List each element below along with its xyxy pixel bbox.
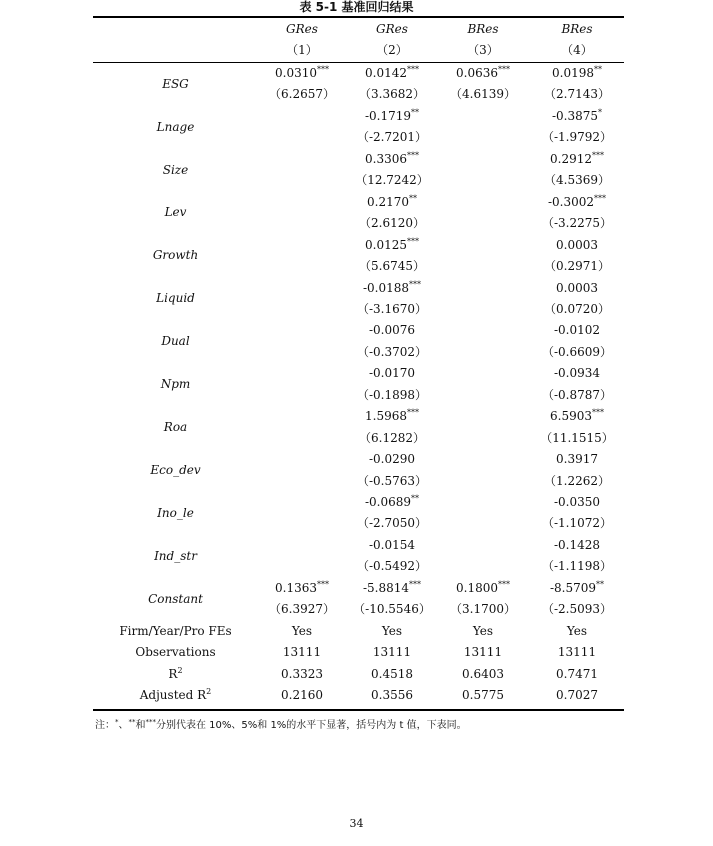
coefficient-cell [438, 578, 528, 599]
footer-row-value: 0.5775 [462, 688, 504, 703]
t-statistic-cell: （-0.5763） [356, 473, 428, 488]
coefficient-cell [347, 535, 437, 556]
coefficient-cell [347, 106, 437, 127]
t-statistic-cell: （0.2971） [544, 259, 610, 274]
coefficient-value: 0.1363 [275, 580, 317, 595]
column-header-number: （1） [286, 43, 318, 57]
coefficient-cell [347, 363, 437, 384]
footer-row-value: Yes [381, 623, 403, 638]
t-statistic-cell: （2.7143） [544, 87, 610, 102]
t-statistic-cell: （12.7242） [355, 173, 429, 188]
coefficient-value: -0.0154 [368, 537, 416, 552]
significance-stars: *** [594, 193, 607, 203]
footer-row-label [93, 642, 258, 663]
page-number: 34 [349, 817, 364, 830]
coefficient-value: -0.3002 [547, 194, 595, 209]
coefficient-cell [532, 278, 622, 299]
t-statistic-cell: （11.1515） [540, 430, 614, 445]
footer-row-label-text: Observations [135, 645, 216, 660]
variable-label: Ino_le [157, 505, 194, 520]
t-statistic-cell: （-1.1072） [541, 516, 613, 531]
footer-row-label-text: Firm/Year/Pro FEs [119, 623, 232, 638]
footer-row-value: Yes [291, 623, 313, 638]
coefficient-cell [532, 449, 622, 470]
coefficient-cell [532, 235, 622, 256]
coefficient-cell [532, 63, 622, 84]
column-header-number: （4） [561, 43, 593, 57]
t-statistic-cell: （3.1700） [450, 602, 516, 617]
variable-label: Roa [163, 419, 188, 434]
coefficient-cell [532, 535, 622, 556]
variable-label: Eco_dev [150, 462, 201, 477]
footer-row-value: Yes [472, 623, 494, 638]
footer-row-value: 13111 [372, 645, 412, 660]
footer-row-value: Yes [566, 623, 588, 638]
t-statistic-cell: （6.1282） [359, 430, 425, 445]
note-separator-one: 、 [118, 720, 129, 731]
footer-row-label [93, 664, 258, 685]
coefficient-value: 0.3917 [556, 452, 598, 467]
coefficient-cell [347, 235, 437, 256]
footer-row-value: 0.3323 [281, 666, 323, 681]
coefficient-value: 0.3306 [365, 151, 407, 166]
significance-stars: *** [498, 65, 510, 74]
t-statistic-cell: （6.3927） [269, 602, 335, 617]
coefficient-cell [532, 578, 622, 599]
significance-stars: *** [409, 579, 422, 589]
coefficient-value: -0.0076 [368, 323, 416, 338]
column-header-number: （3） [467, 43, 499, 57]
t-statistic-cell: （-2.7050） [356, 516, 428, 531]
variable-label: Growth [152, 248, 199, 263]
column-header-name: GRes [286, 22, 318, 36]
coefficient-value: -0.1428 [553, 537, 601, 552]
footer-row-label-superscript: 2 [177, 665, 183, 675]
coefficient-cell [347, 192, 437, 213]
t-statistic-cell: （-0.6609） [541, 344, 613, 359]
coefficient-cell [347, 320, 437, 341]
coefficient-value: -5.8814 [362, 580, 410, 595]
t-statistic-cell: （-0.5492） [356, 559, 428, 574]
significance-stars: *** [407, 408, 419, 418]
t-statistic-cell: （-1.9792） [541, 130, 613, 145]
footer-row-label-text: Adjusted R [139, 688, 207, 703]
t-statistic-cell: （-0.8787） [541, 387, 613, 402]
coefficient-value: 6.5903 [550, 409, 592, 424]
coefficient-cell [532, 192, 622, 213]
coefficient-cell [257, 63, 347, 84]
significance-stars: ** [596, 579, 605, 589]
variable-label: Dual [161, 334, 190, 349]
coefficient-value: -8.5709 [549, 580, 597, 595]
significance-stars: ** [409, 193, 417, 203]
coefficient-value: 1.5968 [365, 409, 407, 424]
variable-label: Ind_str [154, 548, 197, 563]
coefficient-cell [532, 320, 622, 341]
note-mark-three: *** [145, 718, 156, 726]
coefficient-value: 0.1800 [456, 580, 498, 595]
variable-label: Lnage [156, 119, 195, 134]
t-statistic-cell: （-3.1670） [356, 301, 428, 316]
t-statistic-cell: （-0.1898） [356, 387, 428, 402]
significance-stars: *** [317, 65, 329, 74]
coefficient-value: -0.0290 [368, 452, 416, 467]
coefficient-cell [347, 149, 437, 170]
coefficient-value: 0.2170 [367, 194, 409, 209]
coefficient-cell [347, 63, 437, 84]
note-mark-one: * [115, 718, 119, 726]
significance-stars: *** [407, 150, 419, 160]
coefficient-cell [347, 449, 437, 470]
t-statistic-cell: （-3.2275） [541, 216, 613, 231]
footer-row-value: 0.7471 [556, 666, 598, 681]
significance-stars: *** [409, 279, 422, 289]
coefficient-value: 0.0003 [556, 237, 598, 252]
coefficient-value: 0.0310 [275, 66, 317, 80]
coefficient-value: 0.2912 [550, 151, 592, 166]
footer-row-value: 0.2160 [281, 688, 323, 703]
footer-row-value: 13111 [557, 645, 597, 660]
t-statistic-cell: （4.5369） [544, 173, 610, 188]
coefficient-cell [532, 149, 622, 170]
significance-stars: *** [592, 408, 604, 418]
t-statistic-cell: （-2.7201） [356, 130, 428, 145]
footer-row-label-text: R [168, 666, 178, 681]
coefficient-value: -0.0689 [364, 495, 412, 509]
t-statistic-cell: （-1.1198） [541, 559, 613, 574]
coefficient-value: -0.0102 [553, 323, 601, 338]
variable-label: Constant [148, 591, 203, 606]
t-statistic-cell: （-0.3702） [356, 344, 428, 359]
coefficient-cell [347, 406, 437, 427]
coefficient-cell [532, 492, 622, 513]
table-note [95, 719, 467, 733]
coefficient-value: 0.0198 [552, 66, 594, 80]
coefficient-value: -0.0170 [368, 366, 416, 381]
t-statistic-cell: （3.3682） [359, 87, 425, 102]
footer-row-label-superscript: 2 [206, 687, 212, 697]
coefficient-cell [347, 578, 437, 599]
coefficient-value: 0.0636 [456, 66, 498, 80]
variable-label: Liquid [156, 291, 195, 306]
significance-stars: *** [592, 150, 604, 160]
coefficient-cell [532, 406, 622, 427]
coefficient-value: 0.0125 [365, 237, 407, 252]
coefficient-value: -0.0188 [362, 280, 410, 295]
note-text: 分别代表在 10%、5%和 1%的水平下显著，括号内为 t 值，下表同。 [156, 720, 467, 731]
t-statistic-cell: （0.0720） [544, 301, 610, 316]
coefficient-cell [347, 492, 437, 513]
significance-stars: ** [411, 107, 420, 117]
table-caption: 表 5-1 基准回归结果 [299, 0, 414, 14]
footer-row-value: 0.6403 [462, 666, 504, 681]
footer-row-value: 0.4518 [371, 666, 413, 681]
footer-row-value: 13111 [282, 645, 322, 660]
coefficient-value: -0.3875 [551, 108, 599, 123]
footer-row-label [93, 621, 258, 642]
coefficient-cell [532, 363, 622, 384]
significance-stars: *** [498, 579, 510, 589]
footer-row-value: 13111 [463, 645, 503, 660]
footer-row-label [93, 685, 258, 706]
significance-stars: * [598, 107, 603, 117]
t-statistic-cell: （4.6139） [450, 87, 516, 102]
coefficient-value: 0.0003 [556, 280, 598, 295]
footer-row-value: 0.3556 [371, 688, 413, 703]
t-statistic-cell: （-10.5546） [353, 602, 431, 617]
column-header-name: BRes [467, 22, 499, 36]
variable-label: Npm [160, 377, 191, 392]
column-header-name: GRes [376, 22, 408, 36]
coefficient-cell [347, 278, 437, 299]
coefficient-value: -0.0350 [553, 495, 601, 509]
t-statistic-cell: （6.2657） [269, 87, 335, 102]
coefficient-value: -0.0934 [553, 366, 601, 381]
variable-label: ESG [162, 76, 189, 91]
coefficient-value: 0.0142 [365, 66, 407, 80]
coefficient-cell [257, 578, 347, 599]
column-header-name: BRes [561, 22, 593, 36]
significance-stars: ** [594, 65, 602, 74]
significance-stars: *** [407, 65, 419, 74]
note-mark-two: ** [128, 718, 136, 726]
t-statistic-cell: （-2.5093） [541, 602, 613, 617]
coefficient-cell [438, 63, 528, 84]
footer-row-value: 0.7027 [556, 688, 598, 703]
significance-stars: ** [411, 494, 420, 503]
note-prefix: 注： [95, 720, 115, 731]
coefficient-value: -0.1719 [364, 108, 412, 123]
variable-label: Size [162, 162, 189, 177]
significance-stars: *** [407, 236, 419, 246]
variable-label: Lev [164, 205, 187, 220]
table-top-rule [93, 16, 624, 18]
column-header-number: （2） [376, 43, 408, 57]
table-bottom-rule [93, 709, 624, 711]
t-statistic-cell: （1.2262） [544, 473, 610, 488]
t-statistic-cell: （5.6745） [359, 259, 425, 274]
t-statistic-cell: （2.6120） [359, 216, 425, 231]
significance-stars: *** [317, 579, 329, 589]
coefficient-cell [532, 106, 622, 127]
note-separator-two: 和 [135, 720, 146, 731]
